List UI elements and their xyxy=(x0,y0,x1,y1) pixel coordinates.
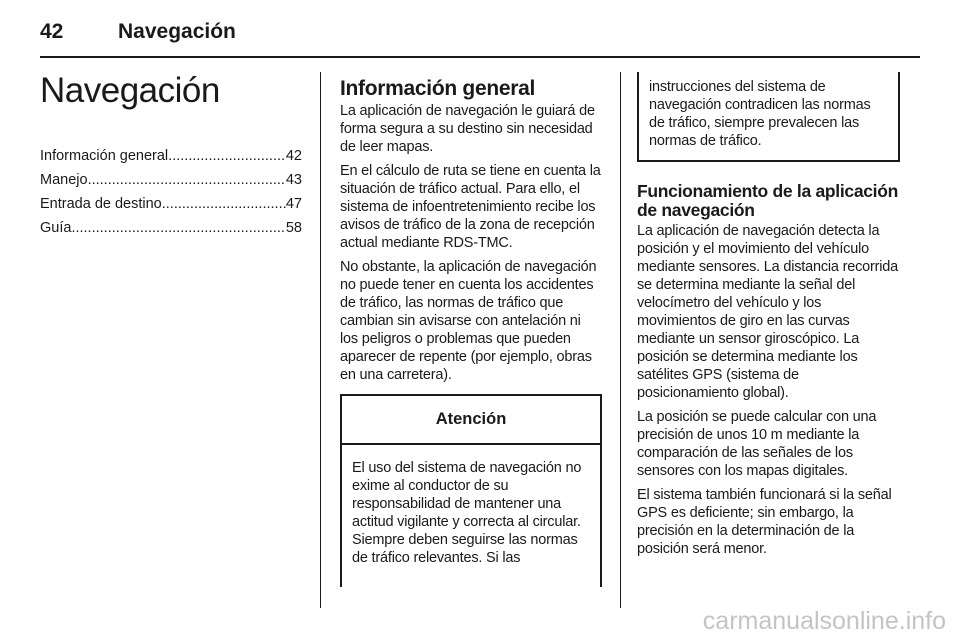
right-column xyxy=(637,78,900,564)
attention-notice-text: El uso del sistema de navegación no exime al conductor de su responsabilidad de mantener una actitud vigilante y correcta al circular. Siempre deben seguirse las normas de tráfico relevantes. Si las xyxy=(352,460,582,566)
page-number: 42 xyxy=(40,20,64,43)
toc-entry-page: 43 xyxy=(285,172,302,188)
header-rule xyxy=(40,56,920,58)
chapter-title: Navegación xyxy=(40,71,220,110)
toc-entry-label: Guía xyxy=(40,220,72,236)
toc-entry[interactable] xyxy=(40,192,302,216)
body-paragraph: No obstante, la aplicación de navegación no puede tener en cuenta los accidentes de tráfico, las normas de tráfico que cambian sin avisarse con antelación ni los peligros o problemas que pueden aparecer de repente (por ejemplo, obras en una carretera). xyxy=(340,259,597,383)
body-paragraph: La aplicación de navegación le guiará de forma segura a su destino sin necesidad de leer mapas. xyxy=(340,103,595,155)
toc-entry-page: 47 xyxy=(285,196,302,212)
toc-entry[interactable] xyxy=(40,144,302,168)
running-header-title: Navegación xyxy=(118,20,236,43)
body-paragraph: En el cálculo de ruta se tiene en cuenta la situación de tráfico actual. Para ello, el sistema de infoentretenimiento recibe los avisos de tráfico de la zona de recepción actual mediante RDS-TMC. xyxy=(340,163,601,251)
table-of-contents xyxy=(40,144,302,240)
toc-leader-dots xyxy=(162,192,286,216)
column-divider-right xyxy=(620,72,621,608)
column-divider-left xyxy=(320,72,321,608)
middle-column xyxy=(340,78,602,587)
toc-leader-dots xyxy=(88,168,286,192)
toc-leader-dots xyxy=(71,216,285,240)
toc-entry-page: 42 xyxy=(285,148,302,164)
site-watermark: carmanualsonline.info xyxy=(702,607,946,635)
section-title-informacion-general: Información general xyxy=(340,77,536,100)
toc-entry-label: Entrada de destino xyxy=(40,196,162,212)
toc-leader-dots xyxy=(168,144,286,168)
attention-notice-box xyxy=(340,394,602,587)
attention-notice-heading: Atención xyxy=(342,396,600,445)
toc-entry-label: Manejo xyxy=(40,172,88,188)
body-paragraph: El sistema también funcionará si la señal GPS es deficiente; sin embargo, la precisión en la determinación de la posición será menor. xyxy=(637,487,892,557)
body-paragraph: La posición se puede calcular con una precisión de unos 10 m mediante la comparación de las señales de los sensores con los mapas digitales. xyxy=(637,409,877,479)
toc-entry[interactable] xyxy=(40,216,302,240)
toc-entry-label: Información general xyxy=(40,148,169,164)
body-paragraph: La aplicación de navegación detecta la posición y el movimiento del vehículo mediante sensores. La distancia recorrida se determina mediante la señal del velocímetro del vehículo y los movimientos de giro en las curvas mediante un sensor giroscópico. La posición se determina mediante los satélites GPS (sistema de posicionamiento global). xyxy=(637,223,898,401)
toc-entry-page: 58 xyxy=(285,220,302,236)
section-title-funcionamiento: Funcionamiento de la aplicación de navegación xyxy=(637,181,899,220)
toc-entry[interactable] xyxy=(40,168,302,192)
attention-notice-text-continued: instrucciones del sistema de navegación contradicen las normas de tráfico, siempre prevalecen las normas de tráfico. xyxy=(649,79,871,149)
attention-notice-continuation xyxy=(637,72,900,162)
left-column xyxy=(40,70,302,240)
